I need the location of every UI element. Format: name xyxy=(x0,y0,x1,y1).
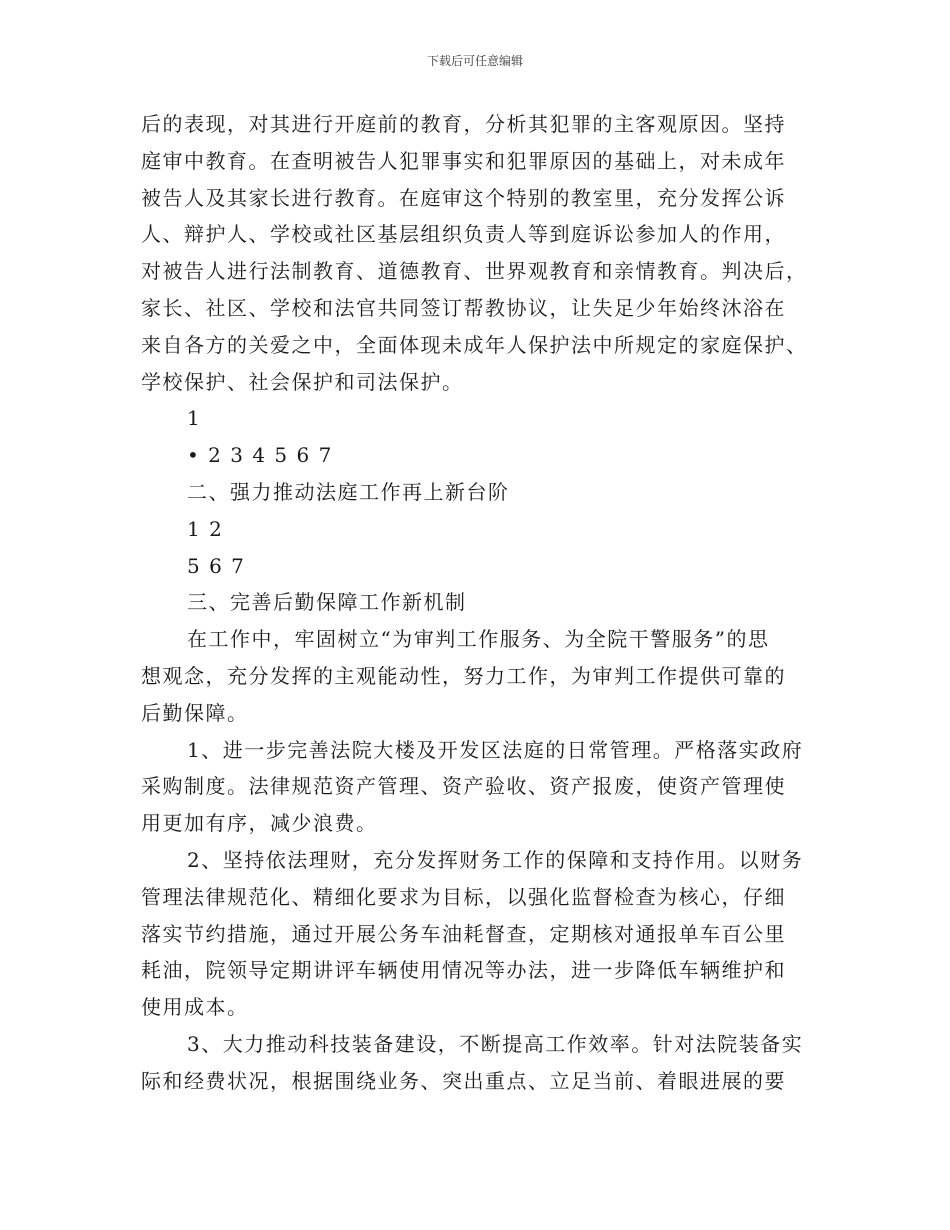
text-line: 被告人及其家长进行教育。在庭审这个特别的教室里，充分发挥公诉 xyxy=(141,185,786,210)
text-line: 后勤保障。 xyxy=(141,700,249,725)
text-line: 3、大力推动科技装备建设，不断提高工作效率。针对法院装备实 xyxy=(187,1031,804,1056)
text-line: 学校保护、社会保护和司法保护。 xyxy=(141,369,464,394)
section-heading: 二、强力推动法庭工作再上新台阶 xyxy=(187,479,510,504)
section-heading: 三、完善后勤保障工作新机制 xyxy=(187,590,467,615)
page-header: 下载后可任意编辑 xyxy=(426,54,523,68)
text-line: 来自各方的关爱之中，全面体现未成年人保护法中所规定的家庭保护、 xyxy=(141,332,808,357)
text-line: 人、辩护人、学校或社区基层组织负责人等到庭诉讼参加人的作用， xyxy=(141,222,786,247)
text-line: 使用成本。 xyxy=(141,995,249,1020)
text-line: 庭审中教育。在查明被告人犯罪事实和犯罪原因的基础上，对未成年 xyxy=(141,148,786,173)
text-line: 2、坚持依法理财，充分发挥财务工作的保障和支持作用。以财务 xyxy=(187,847,804,872)
list-bullet-numbers: • 2 3 4 5 6 7 xyxy=(187,443,333,468)
text-line: 1、进一步完善法院大楼及开发区法庭的日常管理。严格落实政府 xyxy=(187,737,804,762)
text-line: 后的表现，对其进行开庭前的教育，分析其犯罪的主客观原因。坚持 xyxy=(141,112,786,136)
list-number: 5 6 7 xyxy=(187,553,246,578)
text-line: 落实节约措施，通过开展公务车油耗督查，定期核对通报单车百公里 xyxy=(141,921,786,946)
text-line: 想观念，充分发挥的主观能动性，努力工作，为审判工作提供可靠的 xyxy=(141,663,786,688)
text-line: 用更加有序，减少浪费。 xyxy=(141,811,378,836)
text-line: 在工作中，牢固树立“为审判工作服务、为全院干警服务”的思 xyxy=(187,627,770,652)
text-line: 际和经费状况，根据围绕业务、突出重点、立足当前、着眼进展的要 xyxy=(141,1068,786,1093)
document-body xyxy=(141,106,813,1100)
list-number: 1 2 xyxy=(187,516,224,541)
text-line: 对被告人进行法制教育、道德教育、世界观教育和亲情教育。判决后， xyxy=(141,259,808,284)
text-line: 家长、社区、学校和法官共同签订帮教协议，让失足少年始终沐浴在 xyxy=(141,295,786,320)
text-line: 耗油，院领导定期讲评车辆使用情况等办法，进一步降低车辆维护和 xyxy=(141,958,786,983)
text-line: 管理法律规范化、精细化要求为目标，以强化监督检查为核心，仔细 xyxy=(141,884,786,909)
text-line: 采购制度。法律规范资产管理、资产验收、资产报废，使资产管理使 xyxy=(141,774,786,799)
list-number: 1 xyxy=(187,406,202,431)
